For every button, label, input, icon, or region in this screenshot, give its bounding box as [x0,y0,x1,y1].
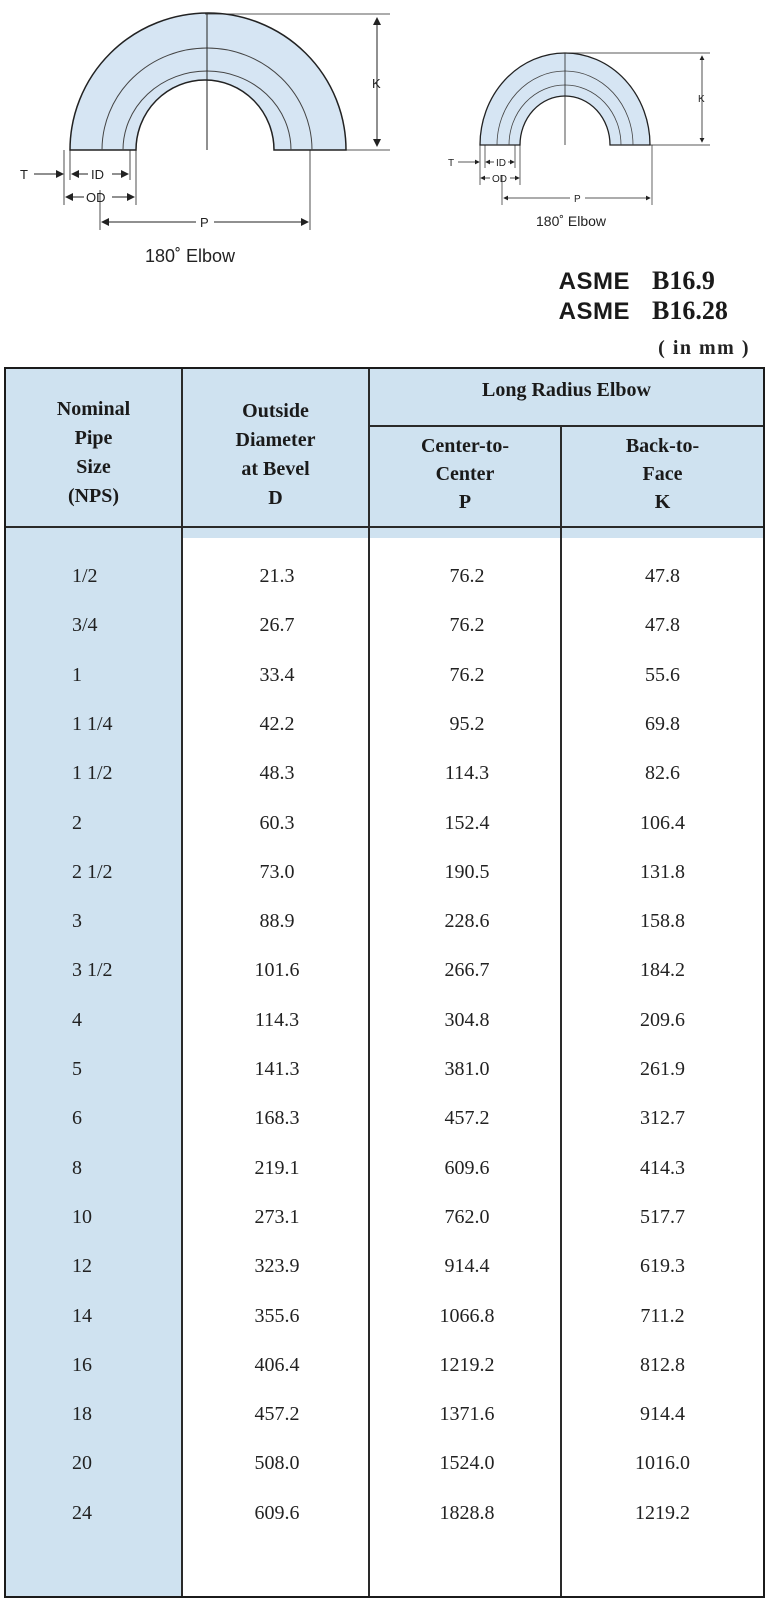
center-to-center-cell: 1371.6 [439,1403,495,1426]
nps-cell: 20 [72,1452,92,1475]
nps-cell: 4 [72,1008,82,1031]
back-to-face-cell: 1016.0 [635,1452,690,1475]
outside-diameter-cell: 26.7 [259,614,295,637]
center-to-center-cell: 190.5 [444,860,490,883]
nps-cell: 1 [72,663,82,686]
large-od-label: OD [86,190,106,205]
table-row [6,699,763,749]
outside-diameter-cell: 42.2 [259,712,295,735]
outside-diameter-cell: 323.9 [254,1255,300,1278]
outside-diameter-cell: 168.3 [254,1107,300,1130]
table-row [6,650,763,700]
back-to-face-cell: 47.8 [645,565,680,587]
outside-diameter-cell: 114.3 [254,1008,300,1031]
standard-code: B16.9 [652,266,715,295]
nps-cell: 1 1/2 [72,762,113,785]
units-label: ( in mm ) [658,337,750,359]
center-to-center-cell: 1066.8 [439,1304,495,1327]
nps-cell: 8 [72,1156,82,1179]
table-row [6,896,763,946]
standard-line-1 [559,266,756,296]
nps-cell: 10 [72,1205,92,1228]
center-to-center-cell: 609.6 [444,1156,490,1179]
center-to-center-cell: 1524.0 [439,1452,495,1475]
header-nps: Nominal Pipe Size (NPS) [56,398,131,507]
back-to-face-cell: 47.8 [645,614,680,637]
center-to-center-cell: 1219.2 [439,1353,495,1376]
nps-cell: 2 1/2 [72,860,113,883]
center-to-center-cell: 914.4 [444,1255,490,1278]
outside-diameter-cell: 355.6 [254,1304,300,1327]
nps-cell: 24 [72,1501,92,1524]
center-to-center-cell: 1828.8 [439,1501,495,1524]
back-to-face-cell: 812.8 [640,1353,685,1376]
back-to-face-cell: 106.4 [640,811,685,834]
standard-org: ASME [558,268,630,295]
back-to-face-cell: 619.3 [640,1255,685,1278]
table-row [6,551,763,601]
center-to-center-cell: 76.2 [449,614,485,637]
header-back-to-face: Back-to- Face K [625,435,700,513]
header-long-radius-elbow: Long Radius Elbow [482,379,651,401]
nps-cell: 1 1/4 [72,712,113,735]
center-to-center-cell: 762.0 [444,1205,490,1228]
header-bottom-border [6,526,763,528]
table-row [6,1340,763,1390]
center-to-center-cell: 304.8 [444,1008,490,1031]
back-to-face-cell: 158.8 [640,910,685,933]
back-to-face-cell: 82.6 [645,762,680,785]
outside-diameter-cell: 21.3 [259,565,295,587]
back-to-face-cell: 517.7 [640,1205,685,1228]
table-row [6,945,763,995]
back-to-face-cell: 914.4 [640,1403,685,1426]
table-row [6,798,763,848]
large-t-label: T [20,167,28,182]
outside-diameter-cell: 48.3 [259,762,295,785]
small-elbow-diagram [440,20,720,260]
table-row [6,847,763,897]
outside-diameter-cell: 73.0 [259,860,295,883]
small-id-label: ID [496,158,506,169]
standard-code: B16.28 [652,296,728,325]
elbow-dimension-table [4,367,765,1598]
small-p-label: P [574,194,581,205]
large-caption: 180˚ Elbow [145,246,236,266]
center-to-center-cell: 266.7 [444,959,490,982]
table-row [6,1438,763,1488]
back-to-face-cell: 184.2 [640,959,685,982]
outside-diameter-cell: 457.2 [254,1403,300,1426]
small-od-label: OD [492,174,507,185]
table-row [6,1241,763,1291]
center-to-center-cell: 381.0 [444,1058,490,1080]
large-id-label: ID [91,167,104,182]
outside-diameter-cell: 273.1 [254,1205,300,1228]
outside-diameter-cell: 60.3 [259,811,295,834]
table-row [6,1192,763,1242]
center-to-center-cell: 228.6 [444,910,490,933]
center-to-center-cell: 457.2 [444,1107,490,1130]
large-elbow-body [70,13,346,150]
nps-cell: 16 [72,1353,92,1376]
table-row [6,1291,763,1341]
nps-cell: 1/2 [72,565,98,587]
table-row [6,995,763,1045]
back-to-face-cell: 69.8 [645,712,680,735]
table-row [6,1044,763,1094]
nps-cell: 3 [72,910,82,933]
outside-diameter-cell: 508.0 [254,1452,300,1475]
back-to-face-cell: 55.6 [645,663,680,686]
small-k-label: K [698,94,705,105]
outside-diameter-cell: 141.3 [254,1058,300,1080]
standard-line-2 [559,296,756,326]
group-header-divider [368,425,763,427]
large-elbow-diagram [0,0,420,280]
table-row [6,1093,763,1143]
table-row [6,600,763,650]
back-to-face-cell: 312.7 [640,1107,685,1130]
nps-cell: 3/4 [72,614,98,637]
small-t-label: T [448,158,455,169]
back-to-face-cell: 131.8 [640,860,685,883]
large-p-label: P [200,215,209,230]
small-caption: 180˚ Elbow [536,213,607,229]
header-outside-diameter: Outside Diameter at Bevel D [235,400,316,509]
outside-diameter-cell: 33.4 [259,663,295,686]
nps-cell: 6 [72,1107,82,1130]
back-to-face-cell: 261.9 [640,1058,685,1080]
back-to-face-cell: 209.6 [640,1008,685,1031]
nps-cell: 18 [72,1403,92,1426]
table-row [6,1488,763,1538]
center-to-center-cell: 95.2 [449,712,485,735]
nps-cell: 5 [72,1058,82,1080]
center-to-center-cell: 152.4 [444,811,490,834]
nps-cell: 3 1/2 [72,959,113,982]
standard-org: ASME [558,298,630,325]
table-row [6,1389,763,1439]
outside-diameter-cell: 406.4 [254,1353,300,1376]
outside-diameter-cell: 219.1 [254,1156,300,1179]
header-center-to-center: Center-to- Center P [420,435,510,513]
nps-cell: 2 [72,811,82,834]
back-to-face-cell: 414.3 [640,1156,685,1179]
back-to-face-cell: 1219.2 [635,1501,690,1524]
outside-diameter-cell: 88.9 [259,910,295,933]
table-row [6,1143,763,1193]
center-to-center-cell: 76.2 [449,565,485,587]
outside-diameter-cell: 609.6 [254,1501,300,1524]
center-to-center-cell: 114.3 [444,762,490,785]
back-to-face-cell: 711.2 [640,1304,685,1327]
nps-cell: 12 [72,1255,92,1278]
nps-cell: 14 [72,1304,92,1327]
outside-diameter-cell: 101.6 [254,959,300,982]
large-k-label: K [372,76,381,91]
table-row [6,748,763,798]
center-to-center-cell: 76.2 [449,663,485,686]
